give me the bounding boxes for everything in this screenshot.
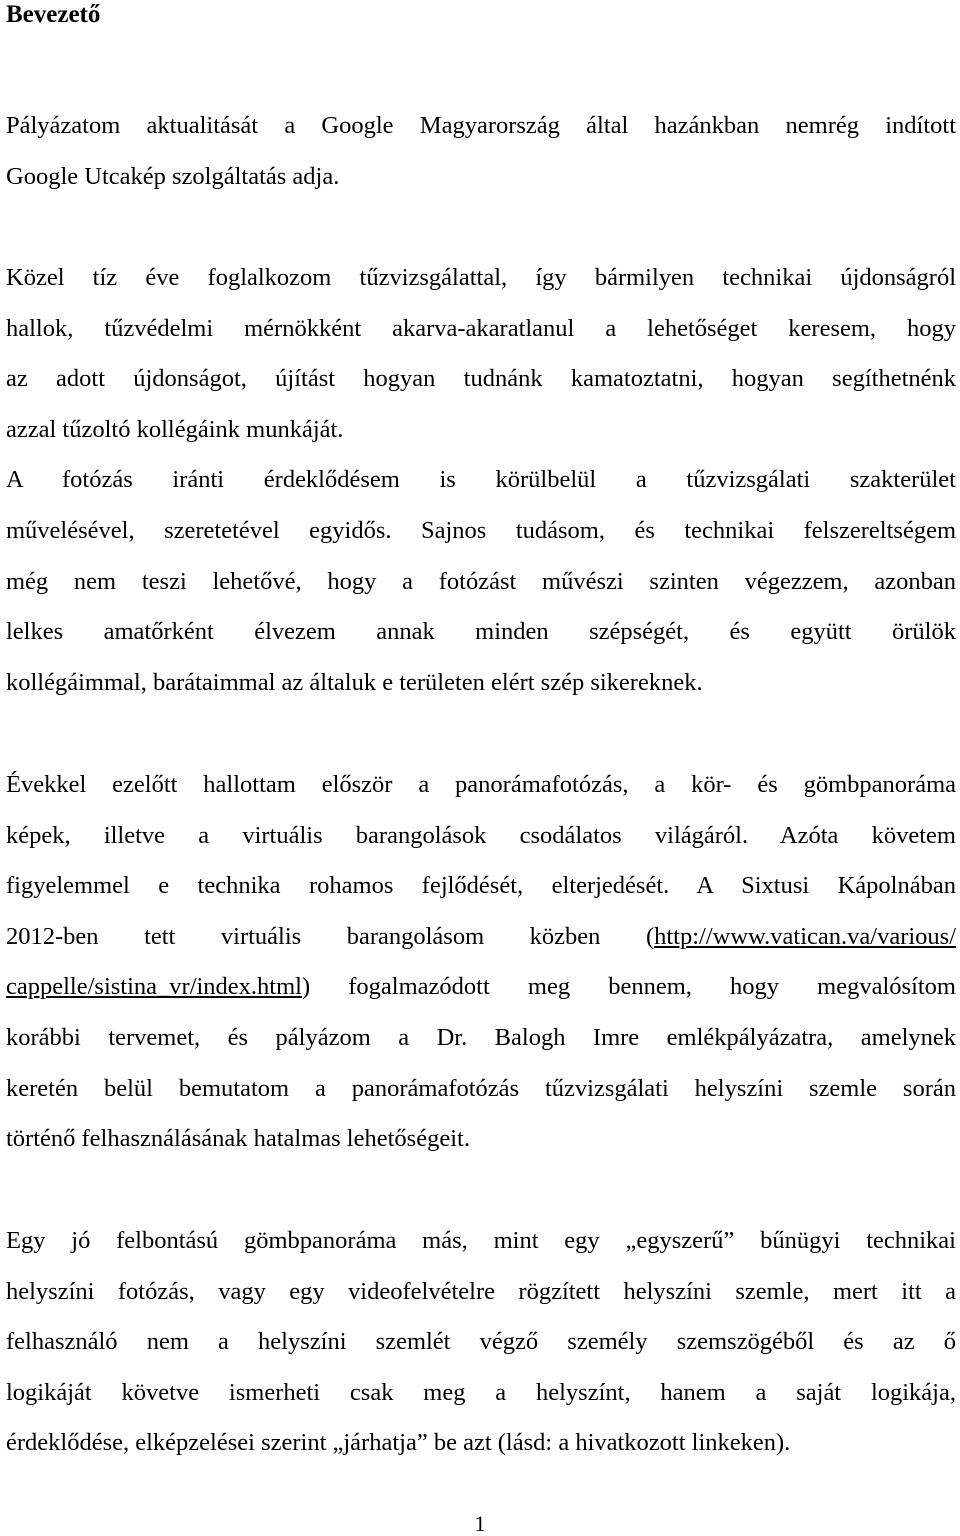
text-line: képek, illetve a virtuális barangolások csodálatos világáról. Azóta követem <box>6 821 956 849</box>
paragraph-2 <box>6 253 956 708</box>
text-line: érdeklődése, elképzelései szerint „járhatja” be azt (lásd: a hivatkozott linkeken). <box>6 1429 791 1457</box>
text-line: Egy jó felbontású gömbpanoráma más, mint egy „egyszerű” bűnügyi technikai <box>6 1227 956 1254</box>
text-line: művelésével, szeretetével egyidős. Sajnos tudásom, és technikai felszereltségem <box>6 516 956 544</box>
text-line: lelkes amatőrként élvezem annak minden szépségét, és együtt örülök <box>6 618 956 646</box>
text-line-with-link <box>6 912 956 963</box>
text-line: korábbi tervemet, és pályázom a Dr. Balogh Imre emlékpályázatra, amelynek <box>6 1023 956 1051</box>
text-line: az adott újdonságot, újítást hogyan tudnánk kamatoztatni, hogyan segíthetnénk <box>6 365 956 393</box>
text-segment: ) fogalmazódott meg bennem, hogy megvalósítom <box>301 973 956 1001</box>
text-line: Pályázatom aktualitását a Google Magyarország által hazánkban nemrég indított <box>6 112 956 139</box>
section-heading: Bevezető <box>6 1 101 28</box>
text-line: Évekkel ezelőtt hallottam először a panorámafotózás, a kör- és gömbpanoráma <box>6 771 956 798</box>
paragraph-4 <box>6 1216 956 1469</box>
text-line: helyszíni fotózás, vagy egy videofelvételre rögzített helyszíni szemle, mert itt a <box>6 1277 956 1305</box>
paragraph-1 <box>6 101 956 202</box>
text-line: keretén belül bemutatom a panorámafotózás tűzvizsgálati helyszíni szemle során <box>6 1074 956 1102</box>
text-line: felhasználó nem a helyszíni szemlét végző személy szemszögéből és az ő <box>6 1328 956 1356</box>
text-line: azzal tűzoltó kollégáink munkáját. <box>6 415 344 443</box>
page-number: 1 <box>474 1511 486 1536</box>
text-line: még nem teszi lehetővé, hogy a fotózást művészi szinten végezzem, azonban <box>6 567 956 595</box>
text-line: kollégáimmal, barátaimmal az általuk e területen elért szép sikereknek. <box>6 668 703 696</box>
text-line: Google Utcakép szolgáltatás adja. <box>6 162 340 190</box>
vatican-link-part-2[interactable]: cappelle/sistina_vr/index.html <box>6 973 302 1001</box>
text-line: történő felhasználásának hatalmas lehetőségeit. <box>6 1125 470 1153</box>
vatican-link-part-1[interactable]: http://www.vatican.va/various/ <box>654 922 956 950</box>
text-line: figyelemmel e technika rohamos fejlődését, elterjedését. A Sixtusi Kápolnában <box>6 872 956 900</box>
text-line: logikáját követve ismerheti csak meg a helyszínt, hanem a saját logikája, <box>6 1378 956 1406</box>
text-line: Közel tíz éve foglalkozom tűzvizsgálattal, így bármilyen technikai újdonságról <box>6 264 956 291</box>
text-segment: 2012-ben tett virtuális barangolásom közben ( <box>6 922 655 950</box>
paragraph-3 <box>6 760 956 1165</box>
text-line: hallok, tűzvédelmi mérnökként akarva-akaratlanul a lehetőséget keresem, hogy <box>6 314 956 342</box>
text-line-with-link <box>6 962 956 1013</box>
text-line: A fotózás iránti érdeklődésem is körülbelül a tűzvizsgálati szakterület <box>6 466 956 494</box>
